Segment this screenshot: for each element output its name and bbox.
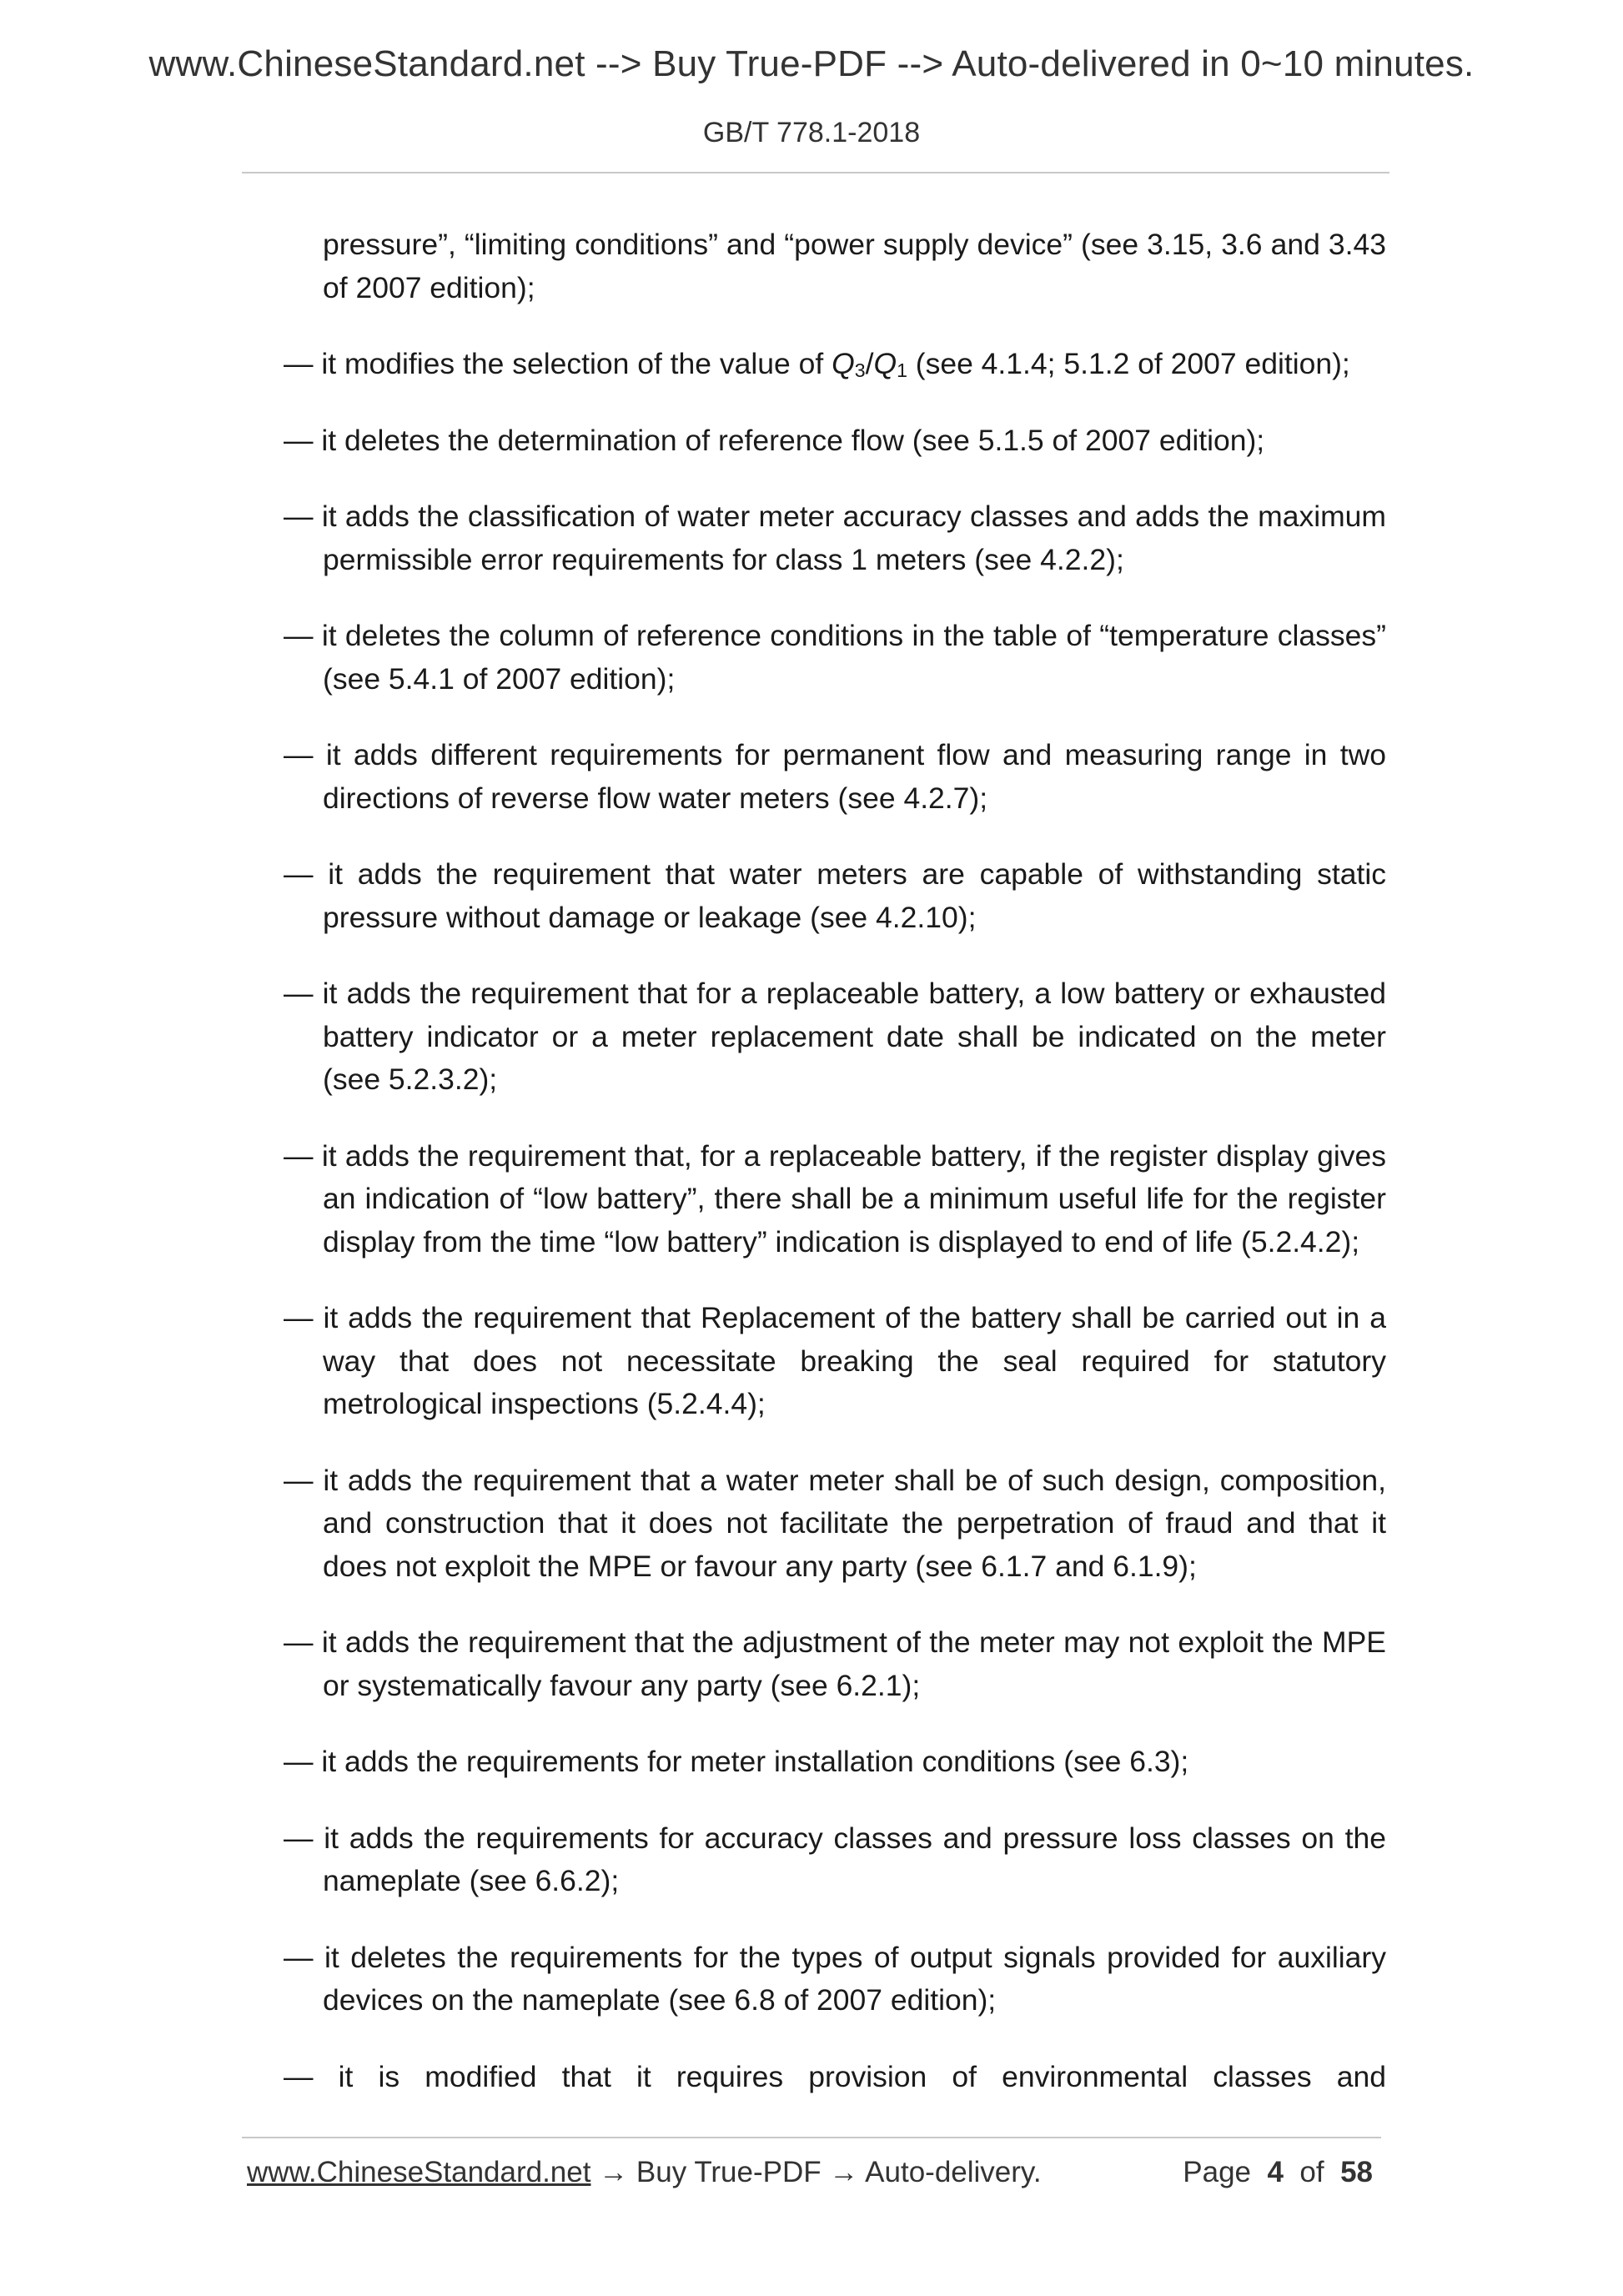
page-label: Page: [1183, 2156, 1252, 2188]
list-item: — it adds the requirements for meter installation conditions (see 6.3);: [284, 1745, 1189, 1778]
q3-symbol: Q: [832, 347, 855, 380]
q3-subscript: 3: [854, 359, 866, 381]
header-divider: [242, 172, 1389, 173]
continued-paragraph: pressure”, “limiting conditions” and “power supply device” (see 3.15, 3.6 and 3.43 of 2007 edition);: [323, 228, 1386, 304]
list-item: — it deletes the determination of reference flow (see 5.1.5 of 2007 edition);: [284, 423, 1265, 457]
footer-site-link[interactable]: www.ChineseStandard.net: [247, 2156, 591, 2188]
footer-promo-text: → Buy True-PDF → Auto-delivery.: [590, 2156, 1042, 2188]
list-item: — it adds the classification of water meter accuracy classes and adds the maximum permissible error requirements for class 1 meters (see 4.2.2);: [284, 500, 1386, 576]
ratio-slash: /: [865, 347, 874, 380]
list-item: — it adds the requirements for accuracy classes and pressure loss classes on the nameplate (see 6.6.2);: [284, 1821, 1386, 1897]
list-item: — it deletes the requirements for the types of output signals provided for auxiliary devices on the nameplate (see 6.8 of 2007 edition);: [284, 1940, 1386, 2017]
list-item-q-suffix: (see 4.1.4; 5.1.2 of 2007 edition);: [907, 347, 1350, 380]
footer-divider: [242, 2137, 1381, 2138]
list-item: — it adds the requirement that Replacement of the battery shall be carried out in a way that does not necessitate breaking the seal required for statutory metrological inspections (5.2.4.4);: [284, 1301, 1386, 1420]
list-item-q-ratio: [284, 343, 1386, 386]
page-indicator: [1183, 2156, 1373, 2189]
footer-promo: [247, 2156, 1042, 2189]
total-pages: 58: [1340, 2156, 1373, 2188]
list-item: — it adds the requirement that the adjustment of the meter may not exploit the MPE or systematically favour any party (see 6.2.1);: [284, 1625, 1386, 1702]
list-item: — it is modified that it requires provision of environmental classes and: [284, 2059, 1386, 2093]
list-item: — it deletes the column of reference conditions in the table of “temperature classes” (see 5.4.1 of 2007 edition);: [284, 619, 1386, 696]
page-number: 4: [1267, 2156, 1284, 2188]
list-item-q-prefix: — it modifies the selection of the value of: [284, 347, 832, 380]
list-item: — it adds the requirement that a water meter shall be of such design, composition, and construction that it does not facilitate the perpetration of fraud and that it does not exploit the MPE or favour any party (see 6.1.7 and 6.1.9);: [284, 1463, 1386, 1583]
list-item: — it adds the requirement that, for a replaceable battery, if the register display gives an indication of “low battery”, there shall be a minimum useful life for the register display from the time “low battery” indication is displayed to end of life (5.2.4.2);: [284, 1138, 1386, 1259]
list-item: — it adds the requirement that for a replaceable battery, a low battery or exhausted battery indicator or a meter replacement date shall be indicated on the meter (see 5.2.3.2);: [284, 977, 1386, 1096]
document-body: [284, 224, 1386, 2132]
q1-subscript: 1: [897, 359, 907, 381]
list-item: — it adds different requirements for permanent flow and measuring range in two directions of reverse flow water meters (see 4.2.7);: [284, 738, 1386, 815]
q1-symbol: Q: [873, 347, 897, 380]
of-label: of: [1299, 2156, 1324, 2188]
standard-code: GB/T 778.1-2018: [702, 117, 921, 148]
site-banner: www.ChineseStandard.net --> Buy True-PDF --> Auto-delivered in 0~10 minutes.: [148, 43, 1475, 84]
list-item: — it adds the requirement that water meters are capable of withstanding static pressure without damage or leakage (see 4.2.10);: [284, 857, 1386, 934]
